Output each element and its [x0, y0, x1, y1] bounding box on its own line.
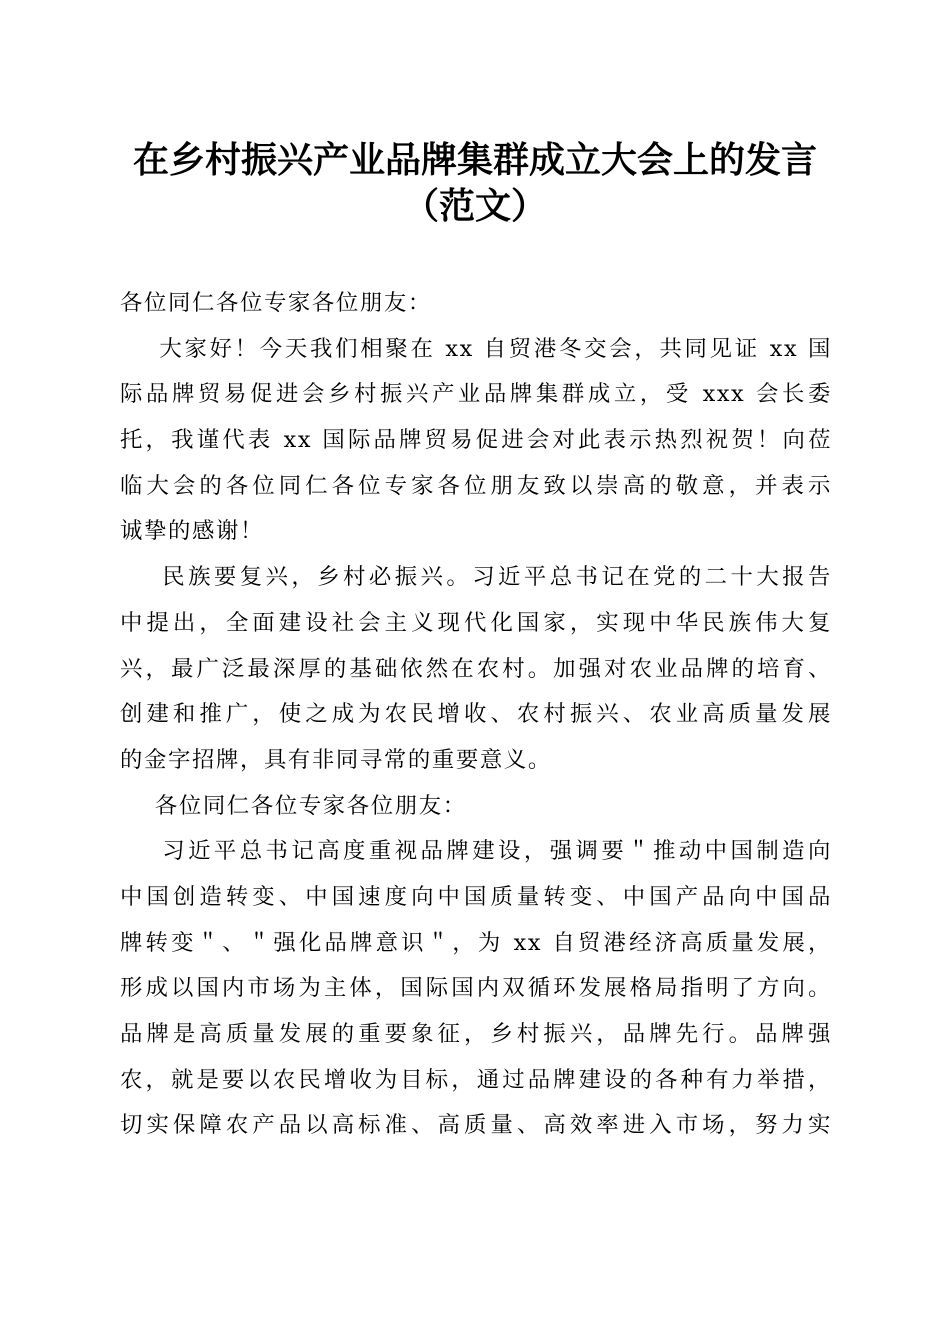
- body-line: 习近平总书记高度重视品牌建设，强调要＂推动中国制造向: [120, 838, 832, 865]
- body-line: 农，就是要以农民增收为目标，通过品牌建设的各种有力举措，: [120, 1066, 832, 1093]
- body-line: 品牌是高质量发展的重要象征，乡村振兴，品牌先行。品牌强: [120, 1021, 832, 1047]
- body-line: 切实保障农产品以高标准、高质量、高效率进入市场，努力实: [120, 1112, 832, 1139]
- body-line: 中提出，全面建设社会主义现代化国家，实现中华民族伟大复: [120, 609, 832, 636]
- body-line: 的金字招牌，具有非同寻常的重要意义。: [120, 746, 552, 773]
- document-subtitle: （范文）: [402, 185, 547, 227]
- document-title: 在乡村振兴产业品牌集群成立大会上的发言: [132, 139, 817, 181]
- body-line: 托，我谨代表 xx 国际品牌贸易促进会对此表示热烈祝贺！向莅: [120, 427, 832, 454]
- body-line: 际品牌贸易促进会乡村振兴产业品牌集群成立，受 xxx 会长委: [120, 381, 832, 408]
- body-line: 诚挚的感谢！: [120, 518, 264, 545]
- document-body: [120, 281, 832, 1149]
- body-line: 形成以国内市场为主体，国际国内双循环发展格局指明了方向。: [120, 975, 832, 1002]
- body-line: 中国创造转变、中国速度向中国质量转变、中国产品向中国品: [120, 883, 832, 910]
- salutation-line: 各位同仁各位专家各位朋友：: [120, 290, 432, 316]
- body-line: 创建和推广，使之成为农民增收、农村振兴、农业高质量发展: [120, 701, 832, 728]
- body-line: 临大会的各位同仁各位专家各位朋友致以崇高的敬意，并表示: [120, 472, 832, 499]
- body-line: 牌转变＂、＂强化品牌意识＂，为 xx 自贸港经济高质量发展，: [120, 929, 832, 956]
- body-line: 大家好！今天我们相聚在 xx 自贸港冬交会，共同见证 xx 国: [120, 335, 832, 362]
- body-line: 民族要复兴，乡村必振兴。习近平总书记在党的二十大报告: [120, 564, 832, 591]
- body-line: 兴，最广泛最深厚的基础依然在农村。加强对农业品牌的培育、: [120, 655, 832, 682]
- salutation-line: 各位同仁各位专家各位朋友：: [120, 792, 467, 819]
